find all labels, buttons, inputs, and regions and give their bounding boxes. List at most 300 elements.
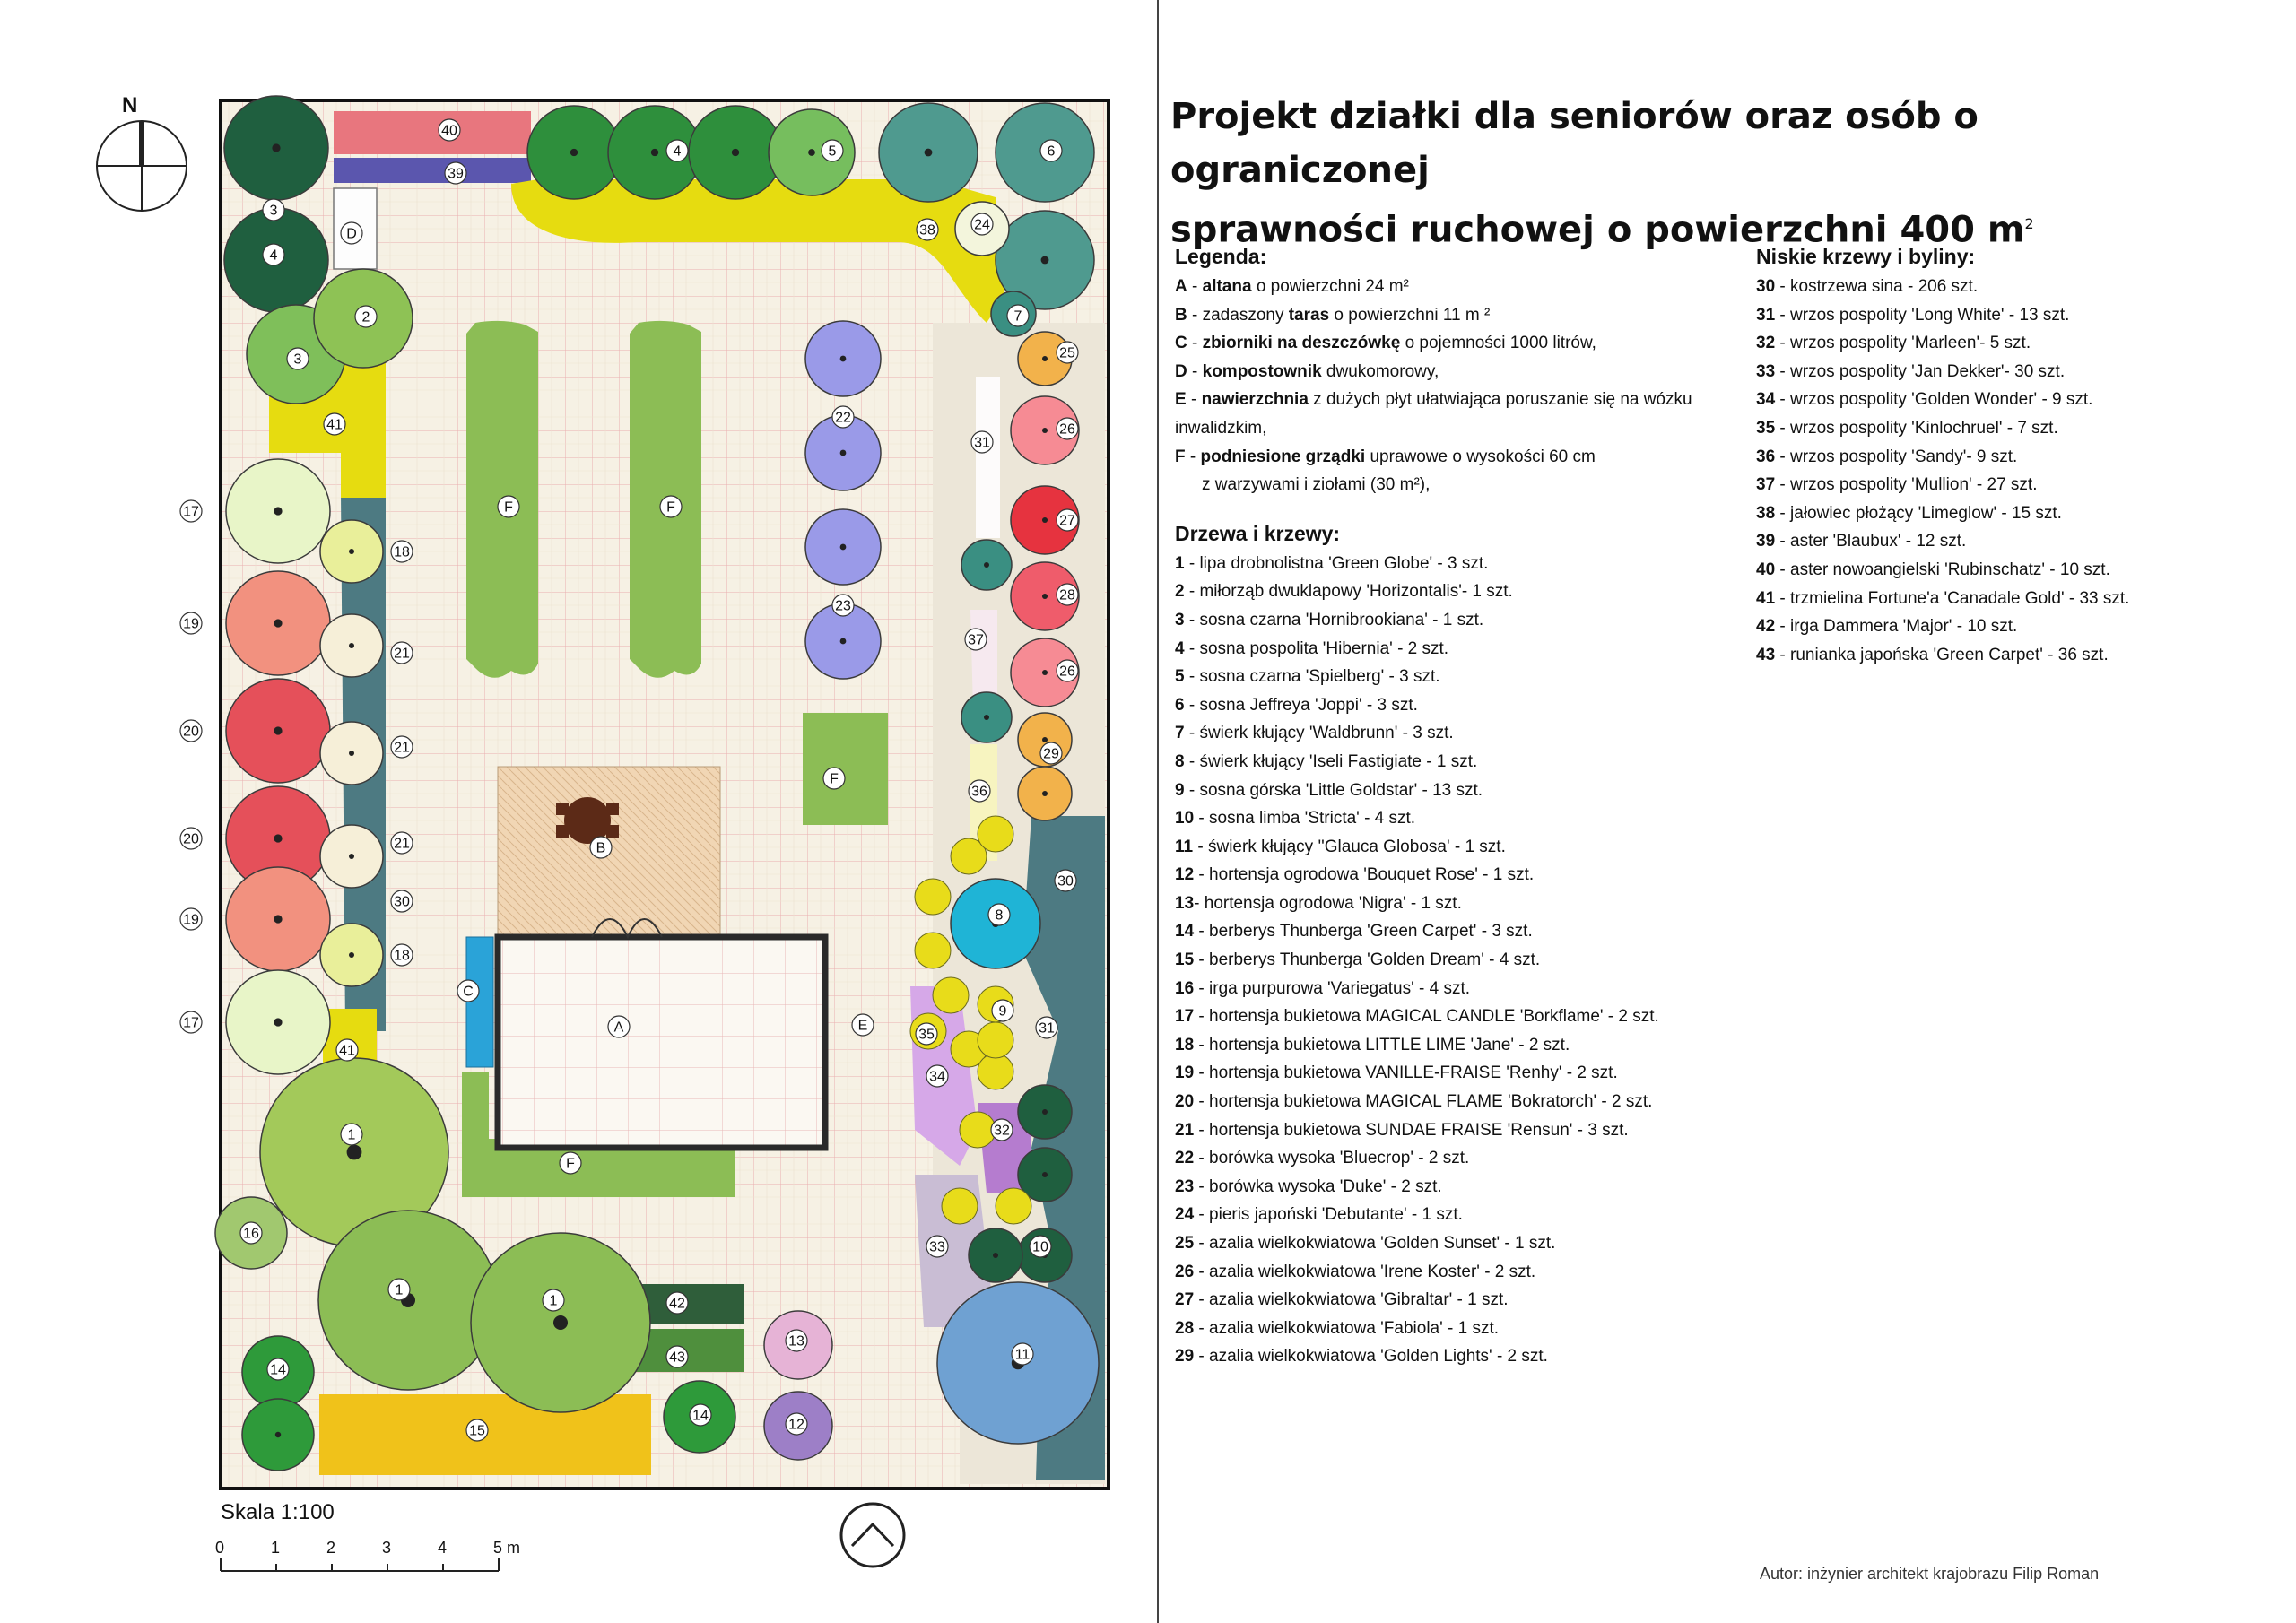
svg-text:33: 33: [929, 1239, 945, 1255]
plant-number: 5: [1175, 667, 1185, 687]
trees-item: [1175, 577, 1731, 606]
plant-name: - świerk kłujący 'Iseli Fastigiate - 1 szt.: [1184, 751, 1478, 771]
trees-item: [1175, 1286, 1731, 1315]
trees-item: [1175, 946, 1731, 975]
perennials-item: [1756, 585, 2276, 613]
svg-text:20: 20: [183, 724, 199, 740]
plant-pine-9: [978, 1054, 1013, 1089]
plant-tag-11: [1012, 1343, 1033, 1365]
svg-text:42: 42: [669, 1296, 685, 1312]
svg-text:A: A: [613, 1020, 624, 1036]
svg-text:30: 30: [394, 894, 410, 910]
plant-tag-D: [341, 222, 362, 244]
legend-key: F: [1175, 447, 1186, 466]
legend-heading: Legenda:: [1175, 245, 1267, 268]
author-credit: Autor: inżynier architekt krajobrazu Filip Roman: [1760, 1565, 2100, 1583]
plant-pine-9: [978, 816, 1013, 852]
plant-tag-12: [786, 1413, 807, 1435]
plant-tag-20: [180, 828, 202, 849]
plant-hydrangea-18: [320, 924, 383, 986]
svg-text:26: 26: [1059, 421, 1075, 438]
plant-tag-19: [180, 908, 202, 930]
legend-sep: -: [1186, 390, 1202, 410]
legend-desc: uprawowe o wysokości 60 cm: [1365, 447, 1596, 466]
plant-number: 11: [1175, 837, 1194, 856]
plant-tag-18: [391, 944, 413, 966]
plant-number: 32: [1756, 334, 1776, 353]
plant-name: - aster nowoangielski 'Rubinschatz' - 10 szt.: [1775, 560, 2110, 579]
plant-tag-14: [690, 1404, 711, 1426]
plant-tag-6: [1040, 140, 1062, 161]
plant-tag-9: [992, 1000, 1013, 1021]
plant-tag-F: [498, 496, 519, 517]
title-line-1: Projekt działki dla seniorów oraz osób o ograniczonej: [1170, 96, 1979, 191]
svg-text:38: 38: [919, 222, 935, 239]
plant-tag-29: [1040, 742, 1062, 764]
svg-text:F: F: [566, 1156, 575, 1172]
plant-pine-9: [915, 879, 951, 915]
svg-text:17: 17: [183, 504, 199, 520]
plant-name: - lipa drobnolistna 'Green Globe' - 3 szt.: [1184, 553, 1489, 573]
raised-bed-f3: [803, 713, 888, 825]
legend-term: podniesione grządki: [1200, 447, 1366, 466]
legend-item: [1175, 443, 1731, 472]
trees-item: [1175, 1144, 1731, 1173]
svg-text:27: 27: [1059, 513, 1075, 529]
svg-text:1: 1: [395, 1282, 404, 1298]
perennials-item: [1756, 612, 2276, 641]
svg-text:16: 16: [243, 1226, 259, 1242]
svg-text:21: 21: [394, 740, 410, 756]
plant-linden-1: [318, 1211, 498, 1390]
plant-tag-1: [543, 1289, 564, 1311]
plant-tag-31: [1036, 1017, 1057, 1038]
plant-number: 25: [1175, 1234, 1195, 1253]
plant-name: - sosna pospolita 'Hibernia' - 2 szt.: [1184, 638, 1449, 658]
svg-text:41: 41: [326, 417, 343, 433]
plant-tag-7: [1007, 305, 1029, 326]
svg-text:3: 3: [269, 203, 278, 219]
plant-number: 38: [1756, 503, 1776, 523]
plant-name: - azalia wielkokwiatowa 'Fabiola' - 1 szt.: [1194, 1318, 1500, 1338]
plant-tag-23: [832, 595, 854, 616]
plant-number: 10: [1175, 809, 1195, 829]
trees-item: [1175, 1116, 1731, 1145]
plant-tag-22: [832, 406, 854, 428]
plant-name: - borówka wysoka 'Duke' - 2 szt.: [1194, 1176, 1442, 1196]
svg-text:20: 20: [183, 831, 199, 847]
plant-tag-E: [852, 1014, 874, 1036]
plant-tag-4: [666, 140, 688, 161]
legend-sep: -: [1187, 277, 1203, 296]
svg-text:41: 41: [339, 1043, 355, 1059]
legend-item: [1175, 273, 1731, 301]
legend-key: E: [1175, 390, 1187, 410]
plant-name: - hortensja ogrodowa 'Nigra' - 1 szt.: [1194, 893, 1462, 913]
plant-number: 9: [1175, 780, 1185, 800]
svg-text:1: 1: [347, 1127, 356, 1143]
legend-list: [1175, 273, 1731, 499]
plant-pine-6: [879, 103, 978, 202]
plant-tag-C: [457, 980, 479, 1002]
svg-text:19: 19: [183, 616, 199, 632]
legend-desc: z dużych płyt ułatwiająca poruszanie się na wózku: [1308, 390, 1692, 410]
trees-item: [1175, 606, 1731, 635]
plant-hydrangea-21: [320, 825, 383, 888]
trees-item: [1175, 1315, 1731, 1343]
perennials-item: [1756, 499, 2276, 528]
aster-bed-39: [334, 158, 531, 183]
legend-desc: inwalidzkim,: [1175, 418, 1267, 438]
svg-text:21: 21: [394, 646, 410, 662]
plant-blueberry-23: [805, 509, 881, 585]
svg-text:18: 18: [394, 544, 410, 560]
perennials-item: [1756, 414, 2276, 443]
plant-tag-19: [180, 612, 202, 634]
svg-text:31: 31: [1039, 1020, 1055, 1037]
plant-pine-9: [915, 933, 951, 968]
plant-name: - miłorząb dwuklapowy 'Horizontalis'- 1 szt.: [1184, 582, 1513, 602]
svg-text:19: 19: [183, 912, 199, 928]
plant-number: 39: [1756, 532, 1776, 551]
legend-key: C: [1175, 334, 1187, 353]
plant-blueberry-22: [805, 321, 881, 396]
legend-term: altana: [1202, 277, 1252, 296]
scale-label: Skala 1:100: [221, 1500, 335, 1524]
plant-number: 36: [1756, 447, 1776, 466]
plant-number: 27: [1175, 1290, 1195, 1310]
legend-key: A: [1175, 277, 1187, 296]
plant-tag-4: [263, 244, 284, 265]
trees-item: [1175, 975, 1731, 1003]
plant-number: 42: [1756, 617, 1776, 637]
svg-text:B: B: [596, 840, 606, 856]
trees-item: [1175, 1002, 1731, 1031]
plant-spruce-7: [961, 540, 1012, 590]
plant-tag-36: [969, 780, 990, 802]
scale-tick-1: 1: [271, 1539, 281, 1557]
legend-desc: o powierzchni 11 m ²: [1329, 305, 1491, 325]
plant-berberis-14: [242, 1399, 314, 1471]
svg-text:4: 4: [269, 247, 278, 264]
entrance-arrow-icon: [841, 1504, 904, 1567]
plant-pine-9: [942, 1188, 978, 1224]
plant-name: - berberys Thunberga 'Golden Dream' - 4 szt.: [1194, 950, 1541, 970]
plant-number: 15: [1175, 950, 1195, 970]
plant-pine-9: [960, 1112, 996, 1148]
plant-tag-5: [822, 140, 843, 161]
plant-pine-9: [996, 1188, 1031, 1224]
plant-number: 43: [1756, 645, 1776, 664]
svg-text:35: 35: [918, 1027, 935, 1043]
plant-name: - wrzos pospolity 'Jan Dekker'- 30 szt.: [1775, 361, 2066, 381]
plant-name: - świerk kłujący 'Waldbrunn' - 3 szt.: [1184, 724, 1454, 743]
legend-item: [1175, 386, 1731, 414]
svg-text:15: 15: [469, 1423, 485, 1439]
svg-text:22: 22: [835, 410, 851, 426]
plant-pine-5: [527, 106, 621, 199]
trees-item: [1175, 691, 1731, 720]
svg-text:25: 25: [1059, 345, 1075, 361]
legend-term: taras: [1288, 305, 1330, 325]
plant-tag-38: [917, 219, 938, 240]
legend-key: D: [1175, 361, 1187, 381]
plant-name: - runianka japońska 'Green Carpet' - 36 szt.: [1775, 645, 2109, 664]
plant-tag-13: [786, 1330, 807, 1351]
trees-item: [1175, 861, 1731, 890]
perennials-item: [1756, 641, 2276, 670]
plant-name: - irga purpurowa 'Variegatus' - 4 szt.: [1194, 978, 1471, 998]
plant-name: - sosna górska 'Little Goldstar' - 13 szt.: [1184, 780, 1483, 800]
plant-tag-17: [180, 1011, 202, 1033]
plant-number: 35: [1756, 418, 1776, 438]
title-line-2: sprawności ruchowej o powierzchni 400 $m^2$: [1170, 209, 2034, 251]
plant-name: - aster 'Blaubux' - 12 szt.: [1775, 532, 1967, 551]
svg-text:43: 43: [669, 1350, 685, 1366]
legend-desc: o pojemności 1000 litrów,: [1400, 334, 1596, 353]
plant-number: 34: [1756, 390, 1776, 410]
plant-tag-B: [590, 837, 612, 858]
plant-tag-26: [1057, 418, 1078, 439]
plant-name: - hortensja bukietowa SUNDAE FRAISE 'Rensun' - 3 szt.: [1194, 1120, 1629, 1140]
svg-text:26: 26: [1059, 664, 1075, 680]
svg-text:13: 13: [788, 1333, 804, 1350]
svg-text:2: 2: [361, 309, 370, 325]
plant-tag-30: [391, 890, 413, 912]
plant-number: 37: [1756, 475, 1776, 495]
scale-tick-5: 5 m: [493, 1539, 521, 1557]
plant-tag-20: [180, 720, 202, 742]
plant-name: - azalia wielkokwiatowa 'Gibraltar' - 1 szt.: [1194, 1290, 1509, 1310]
perennials-item: [1756, 386, 2276, 414]
perennials-heading: Niskie krzewy i byliny:: [1756, 245, 1976, 268]
perennials-list: [1756, 273, 2276, 669]
legend-item: [1175, 358, 1731, 386]
plant-tag-16: [240, 1222, 262, 1244]
svg-text:36: 36: [971, 784, 987, 800]
perennials-item: [1756, 556, 2276, 585]
plant-name: - berberys Thunberga 'Green Carpet' - 3 szt.: [1194, 922, 1533, 942]
plant-number: 2: [1175, 582, 1185, 602]
plant-tag-21: [391, 832, 413, 854]
plant-number: 8: [1175, 751, 1185, 771]
svg-text:E: E: [857, 1018, 868, 1034]
plant-tag-21: [391, 736, 413, 758]
trees-item: [1175, 833, 1731, 862]
plant-hydrangea-18: [320, 520, 383, 583]
plant-tag-10: [1030, 1236, 1051, 1257]
plant-name: - azalia wielkokwiatowa 'Golden Lights' - 2 szt.: [1194, 1347, 1548, 1367]
trees-item: [1175, 663, 1731, 691]
perennials-item: [1756, 273, 2276, 301]
plant-hydrangea-17: [226, 970, 330, 1074]
plant-hydrangea-17: [226, 459, 330, 563]
plant-number: 31: [1756, 305, 1776, 325]
scale-bar: [221, 1558, 499, 1571]
svg-text:32: 32: [994, 1123, 1010, 1139]
plant-tag-34: [926, 1065, 948, 1087]
plant-hydrangea-20: [226, 679, 330, 783]
perennials-section: [1756, 240, 2276, 669]
gazebo: [498, 937, 825, 1148]
trees-item: [1175, 1258, 1731, 1287]
plant-number: 40: [1756, 560, 1776, 579]
trees-item: [1175, 1229, 1731, 1258]
trees-item: [1175, 890, 1731, 918]
plant-number: 1: [1175, 553, 1185, 573]
plant-tag-1: [341, 1124, 362, 1145]
svg-text:6: 6: [1047, 143, 1056, 160]
svg-text:10: 10: [1032, 1239, 1048, 1255]
plant-number: 16: [1175, 978, 1195, 998]
legend-desc: z warzywami i ziołami (30 m²),: [1202, 475, 1431, 495]
trees-item: [1175, 804, 1731, 833]
trees-item: [1175, 1059, 1731, 1088]
svg-text:30: 30: [1057, 873, 1074, 890]
plant-azalea-29: [1018, 767, 1072, 820]
svg-text:11: 11: [1014, 1347, 1031, 1363]
plant-number: 7: [1175, 724, 1185, 743]
plant-number: 17: [1175, 1007, 1195, 1027]
plant-tag-25: [1057, 342, 1078, 363]
perennials-item: [1756, 301, 2276, 330]
title-superscript: 2: [2024, 215, 2034, 232]
svg-text:4: 4: [673, 143, 682, 160]
plant-name: - wrzos pospolity 'Marleen'- 5 szt.: [1775, 334, 2031, 353]
plant-tag-8: [988, 904, 1010, 925]
heather-bed-31: [976, 377, 1000, 538]
plant-linden-1: [471, 1233, 650, 1412]
plant-name: - sosna limba 'Stricta' - 4 szt.: [1194, 809, 1416, 829]
plant-tag-33: [926, 1236, 948, 1257]
plant-name: - hortensja bukietowa MAGICAL CANDLE 'Borkflame' - 2 szt.: [1194, 1007, 1659, 1027]
svg-text:12: 12: [788, 1417, 804, 1433]
legend-desc: o powierzchni 24 m²: [1251, 277, 1409, 296]
legend-item: [1175, 414, 1731, 443]
plant-name: - kostrzewa sina - 206 szt.: [1775, 277, 1979, 296]
plant-hydrangea-21: [320, 614, 383, 677]
plant-spruce-7: [961, 692, 1012, 742]
plant-name: - hortensja bukietowa VANILLE-FRAISE 'Renhy' - 2 szt.: [1194, 1063, 1618, 1083]
trees-item: [1175, 748, 1731, 777]
trees-item: [1175, 1342, 1731, 1371]
trees-item: [1175, 1031, 1731, 1060]
legend-term: kompostownik: [1202, 361, 1322, 381]
svg-text:F: F: [504, 499, 513, 516]
plant-tag-F: [823, 768, 845, 789]
plant-number: 28: [1175, 1318, 1195, 1338]
scale-tick-4: 4: [438, 1539, 448, 1557]
plant-name: - wrzos pospolity 'Long White' - 13 szt.: [1775, 305, 2070, 325]
plant-number: 41: [1756, 588, 1776, 608]
plant-number: 20: [1175, 1092, 1195, 1112]
plant-tag-43: [666, 1346, 688, 1367]
plant-number: 33: [1756, 361, 1776, 381]
plant-number: 22: [1175, 1149, 1195, 1168]
plant-hydrangea-21: [320, 722, 383, 785]
plant-pine-10: [1018, 1085, 1072, 1139]
trees-item: [1175, 1088, 1731, 1116]
plant-tag-32: [991, 1119, 1013, 1141]
plant-tag-2: [355, 306, 377, 327]
svg-text:40: 40: [441, 123, 457, 139]
plant-tag-41: [324, 413, 345, 435]
plant-name: - jałowiec płożący 'Limeglow' - 15 szt.: [1775, 503, 2062, 523]
svg-text:39: 39: [448, 166, 464, 182]
svg-text:37: 37: [968, 632, 984, 648]
plant-tag-3: [287, 348, 309, 369]
svg-text:8: 8: [995, 907, 1004, 924]
plant-name: - hortensja bukietowa MAGICAL FLAME 'Bokratorch' - 2 szt.: [1194, 1092, 1653, 1112]
plant-number: 29: [1175, 1347, 1195, 1367]
svg-text:14: 14: [270, 1362, 286, 1378]
plant-number: 23: [1175, 1176, 1195, 1196]
aster-bed-40: [334, 111, 531, 154]
plant-tag-F: [660, 496, 682, 517]
legend-sep: -: [1187, 334, 1203, 353]
svg-text:29: 29: [1043, 746, 1059, 762]
svg-text:7: 7: [1013, 308, 1022, 325]
plant-tag-28: [1057, 584, 1078, 605]
trees-list: [1175, 550, 1731, 1371]
plant-number: 18: [1175, 1035, 1195, 1055]
trees-item: [1175, 1173, 1731, 1202]
perennials-item: [1756, 329, 2276, 358]
plant-tag-24: [971, 213, 993, 235]
legend-term: zbiorniki na deszczówkę: [1202, 334, 1401, 353]
plant-tag-F: [560, 1152, 581, 1174]
svg-text:D: D: [346, 226, 357, 242]
trees-item: [1175, 550, 1731, 578]
svg-text:18: 18: [394, 948, 410, 964]
scale-tick-3: 3: [382, 1539, 392, 1557]
plant-number: 19: [1175, 1063, 1195, 1083]
legend-sep: -: [1187, 361, 1203, 381]
plant-tag-41: [336, 1039, 358, 1061]
svg-text:24: 24: [974, 217, 990, 233]
plant-tag-18: [391, 541, 413, 562]
plant-name: - trzmielina Fortune'a 'Canadale Gold' - 33 szt.: [1775, 588, 2130, 608]
plant-number: 26: [1175, 1262, 1195, 1281]
plant-pine-4: [224, 96, 328, 200]
plant-name: - wrzos pospolity 'Kinlochruel' - 7 szt.: [1775, 418, 2058, 438]
plant-tag-39: [445, 162, 466, 184]
plant-tag-37: [965, 629, 987, 650]
page-title: [1170, 90, 2229, 256]
plant-name: - azalia wielkokwiatowa 'Irene Koster' - 2 szt.: [1194, 1262, 1536, 1281]
legend-item: [1175, 301, 1731, 330]
plant-name: - sosna Jeffreya 'Joppi' - 3 szt.: [1184, 695, 1418, 715]
plant-number: 21: [1175, 1120, 1195, 1140]
plant-tag-21: [391, 642, 413, 664]
patio-table: [556, 797, 619, 844]
page-divider: [1157, 0, 1159, 1623]
plant-name: - borówka wysoka 'Bluecrop' - 2 szt.: [1194, 1149, 1470, 1168]
svg-text:9: 9: [998, 1003, 1007, 1020]
trees-item: [1175, 777, 1731, 805]
plant-name: - hortensja bukietowa LITTLE LIME 'Jane' - 2 szt.: [1194, 1035, 1570, 1055]
plant-number: 30: [1756, 277, 1776, 296]
plant-hydrangea-19: [226, 571, 330, 675]
legend-term: nawierzchnia: [1201, 390, 1309, 410]
plant-hydrangea-19: [226, 867, 330, 971]
svg-text:17: 17: [183, 1015, 199, 1031]
svg-text:F: F: [666, 499, 675, 516]
svg-text:14: 14: [692, 1408, 709, 1424]
plant-number: 13: [1175, 893, 1195, 913]
plant-tag-15: [466, 1419, 488, 1441]
trees-item: [1175, 917, 1731, 946]
